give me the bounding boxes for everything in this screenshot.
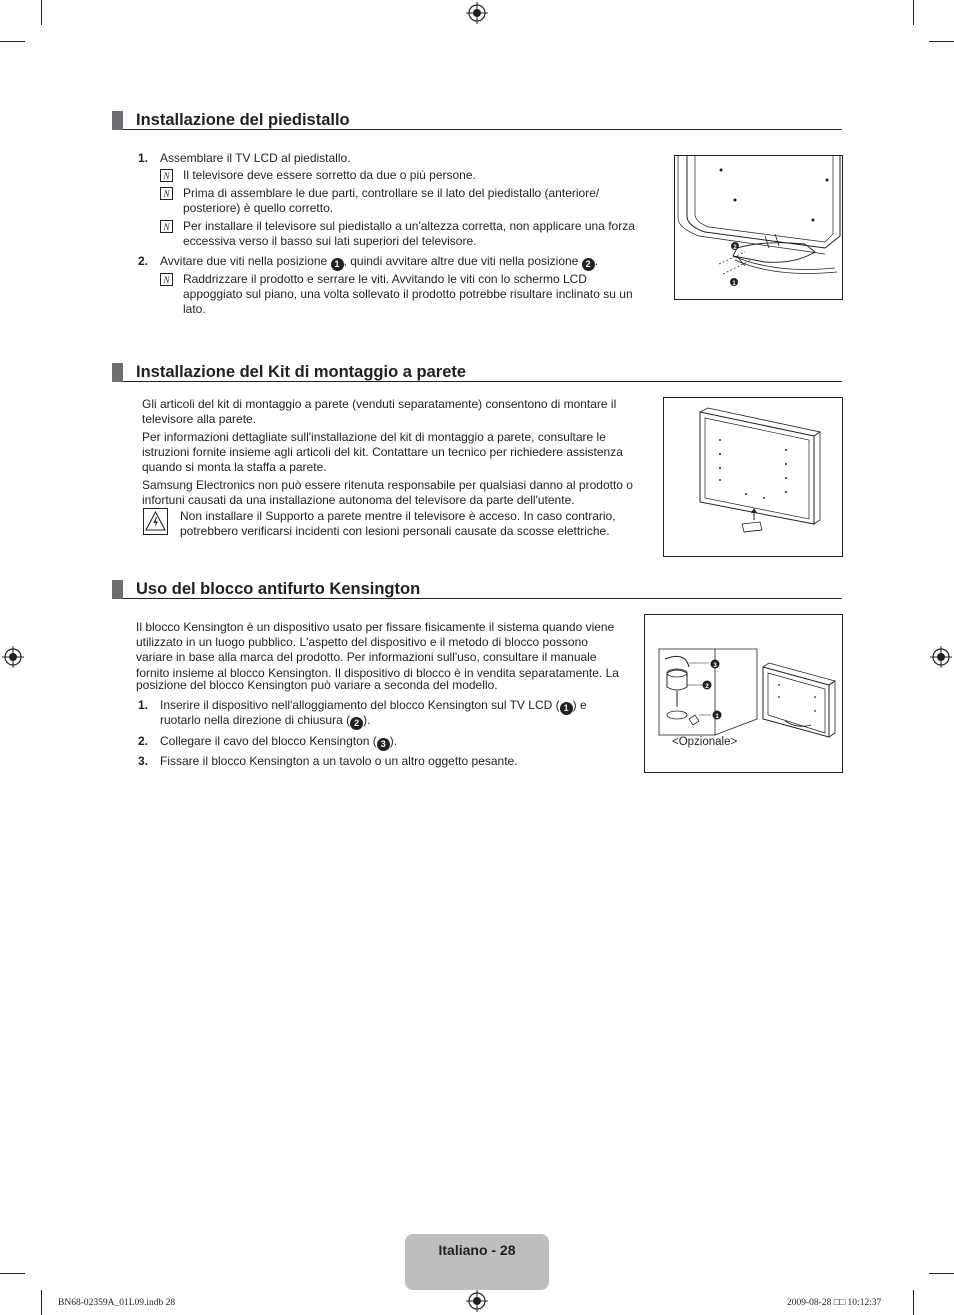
kensington-figure: [644, 614, 843, 773]
paragraph-line: variare in base alla marca del prodotto. Per informazioni sull'uso, consultare il manuale: [136, 650, 597, 664]
svg-text:3: 3: [713, 662, 717, 669]
marker-two-icon: 2: [582, 258, 595, 271]
svg-text:N: N: [163, 222, 170, 232]
crop-mark: [0, 1273, 25, 1274]
note-icon: [160, 220, 173, 233]
section-title: Installazione del piedistallo: [136, 111, 350, 129]
crop-mark: [913, 1290, 914, 1315]
note-text: lato.: [183, 302, 206, 316]
marker-one-icon: 1: [560, 702, 573, 715]
step-text-part: ).: [363, 713, 371, 727]
svg-text:2: 2: [733, 245, 737, 251]
step-text-part: ).: [389, 734, 398, 748]
crop-mark: [41, 0, 42, 25]
svg-text:N: N: [163, 275, 170, 285]
step-number: 3.: [138, 754, 149, 768]
paragraph-line: Per informazioni dettagliate sull'installazione del kit di montaggio a parete, consultare le: [142, 430, 606, 444]
step-text: Fissare il blocco Kensington a un tavolo o un altro oggetto pesante.: [160, 754, 518, 768]
paragraph-line: fornito insieme al blocco Kensington. Il dispositivo di blocco è in vendita separatamente. La: [136, 666, 619, 680]
step-text: Assemblare il TV LCD al piedistallo.: [160, 151, 351, 165]
step-text-part: ) e: [572, 698, 587, 712]
marker-one-icon: 1: [331, 258, 344, 271]
note-text: Prima di assemblare le due parti, controllare se il lato del piedistallo (anteriore/: [183, 186, 600, 200]
note-text: Per installare il televisore sul piedistallo a un'altezza corretta, non applicare una forza: [183, 219, 635, 233]
step-text-part: Collegare il cavo del blocco Kensington (: [160, 734, 377, 748]
section-heading-kensington: [112, 579, 842, 599]
paragraph-line: posizione del blocco Kensington può variare a seconda del modello.: [136, 678, 498, 692]
section-heading-wallmount: [112, 362, 842, 382]
paragraph-line: infortuni causati da una installazione autonoma del televisore da parte dell'utente.: [142, 493, 575, 507]
paragraph-line: quando si monta la staffa a parete.: [142, 460, 327, 474]
wallmount-figure: [663, 397, 843, 557]
heading-bar: [112, 580, 123, 599]
section-title: Installazione del Kit di montaggio a parete: [136, 363, 467, 381]
tv-pedestal-illustration: [675, 156, 842, 299]
step-text-part: Inserire il dispositivo nell'alloggiamento del blocco Kensington sul TV LCD (: [160, 698, 560, 712]
note-icon: [160, 169, 173, 182]
svg-text:1: 1: [732, 281, 736, 287]
page-number: Italiano - 28: [438, 1242, 516, 1258]
print-file-info: BN68-02359A_01L09.indb 28: [58, 1298, 176, 1308]
section-title: Uso del blocco antifurto Kensington: [136, 580, 421, 598]
crop-mark: [929, 41, 954, 42]
note-text: posteriore) è quello corretto.: [183, 201, 334, 215]
paragraph-line: utilizzato in un luogo pubblico. L'aspetto del dispositivo e il metodo di blocco possono: [136, 635, 588, 649]
warning-text: Non installare il Supporto a parete mentre il televisore è acceso. In caso contrario,: [180, 509, 616, 523]
pedestal-figure: [674, 155, 843, 300]
section-heading-pedestal: [112, 110, 842, 130]
svg-text:1: 1: [715, 713, 719, 720]
note-text: Raddrizzare il prodotto e serrare le viti. Avvitando le viti con lo schermo LCD: [183, 272, 587, 286]
print-date-info: 2009-08-28 □□ 10:12:37: [787, 1298, 882, 1308]
note-text: appoggiato sul piano, una volta sollevato il prodotto potrebbe risultare inclinato su un: [183, 287, 633, 301]
step-number: 1.: [138, 151, 149, 165]
step-text-part: ruotarlo nella direzione di chiusura (: [160, 713, 351, 727]
note-text: eccessiva verso il basso sui lati superiori del televisore.: [183, 234, 477, 248]
note-icon: [160, 187, 173, 200]
registration-mark-icon: [466, 2, 488, 24]
step-number: 1.: [138, 698, 149, 712]
crop-mark: [0, 41, 25, 42]
warning-icon: [143, 508, 168, 535]
paragraph-line: televisore alla parete.: [142, 412, 257, 426]
tv-back-wallmount-illustration: [664, 398, 842, 556]
figure-caption: <Opzionale>: [672, 736, 738, 748]
warning-text: potrebbero verificarsi incidenti con lesioni personali causate da scosse elettriche.: [180, 524, 610, 538]
note-text: Il televisore deve essere sorretto da due o più persone.: [183, 168, 476, 182]
step-text: [160, 254, 598, 271]
step-number: 2.: [138, 254, 149, 268]
paragraph-line: Gli articoli del kit di montaggio a parete (venduti separatamente) consentono di montare il: [142, 397, 617, 411]
step-text-part: , quindi avvitare altre due viti nella posizione: [343, 254, 582, 268]
crop-mark: [929, 1273, 954, 1274]
marker-three-icon: 3: [377, 738, 390, 751]
svg-text:2: 2: [705, 683, 709, 690]
note-icon: [160, 273, 173, 286]
paragraph-line: Il blocco Kensington è un dispositivo usato per fissare fisicamente il sistema quando viene: [136, 620, 615, 634]
step-text: [160, 713, 370, 730]
registration-mark-icon: [2, 646, 24, 668]
step-number: 2.: [138, 734, 149, 748]
paragraph-line: Samsung Electronics non può essere ritenuta responsabile per qualsiasi danno al prodotto o: [142, 478, 633, 492]
page-number-tab: [405, 1234, 549, 1290]
step-text-part: Avvitare due viti nella posizione: [160, 254, 331, 268]
step-text-part: .: [594, 254, 599, 268]
heading-bar: [112, 111, 123, 130]
step-text: [160, 734, 397, 751]
svg-text:N: N: [163, 171, 170, 181]
paragraph-line: istruzioni fornite insieme agli articoli del kit. Contattare un tecnico per richiedere assistenza: [142, 445, 623, 459]
crop-mark: [913, 0, 914, 25]
registration-mark-icon: [466, 1290, 488, 1312]
marker-two-icon: 2: [350, 717, 363, 730]
heading-bar: [112, 363, 123, 382]
svg-text:N: N: [163, 189, 170, 199]
crop-mark: [41, 1290, 42, 1315]
registration-mark-icon: [930, 646, 952, 668]
